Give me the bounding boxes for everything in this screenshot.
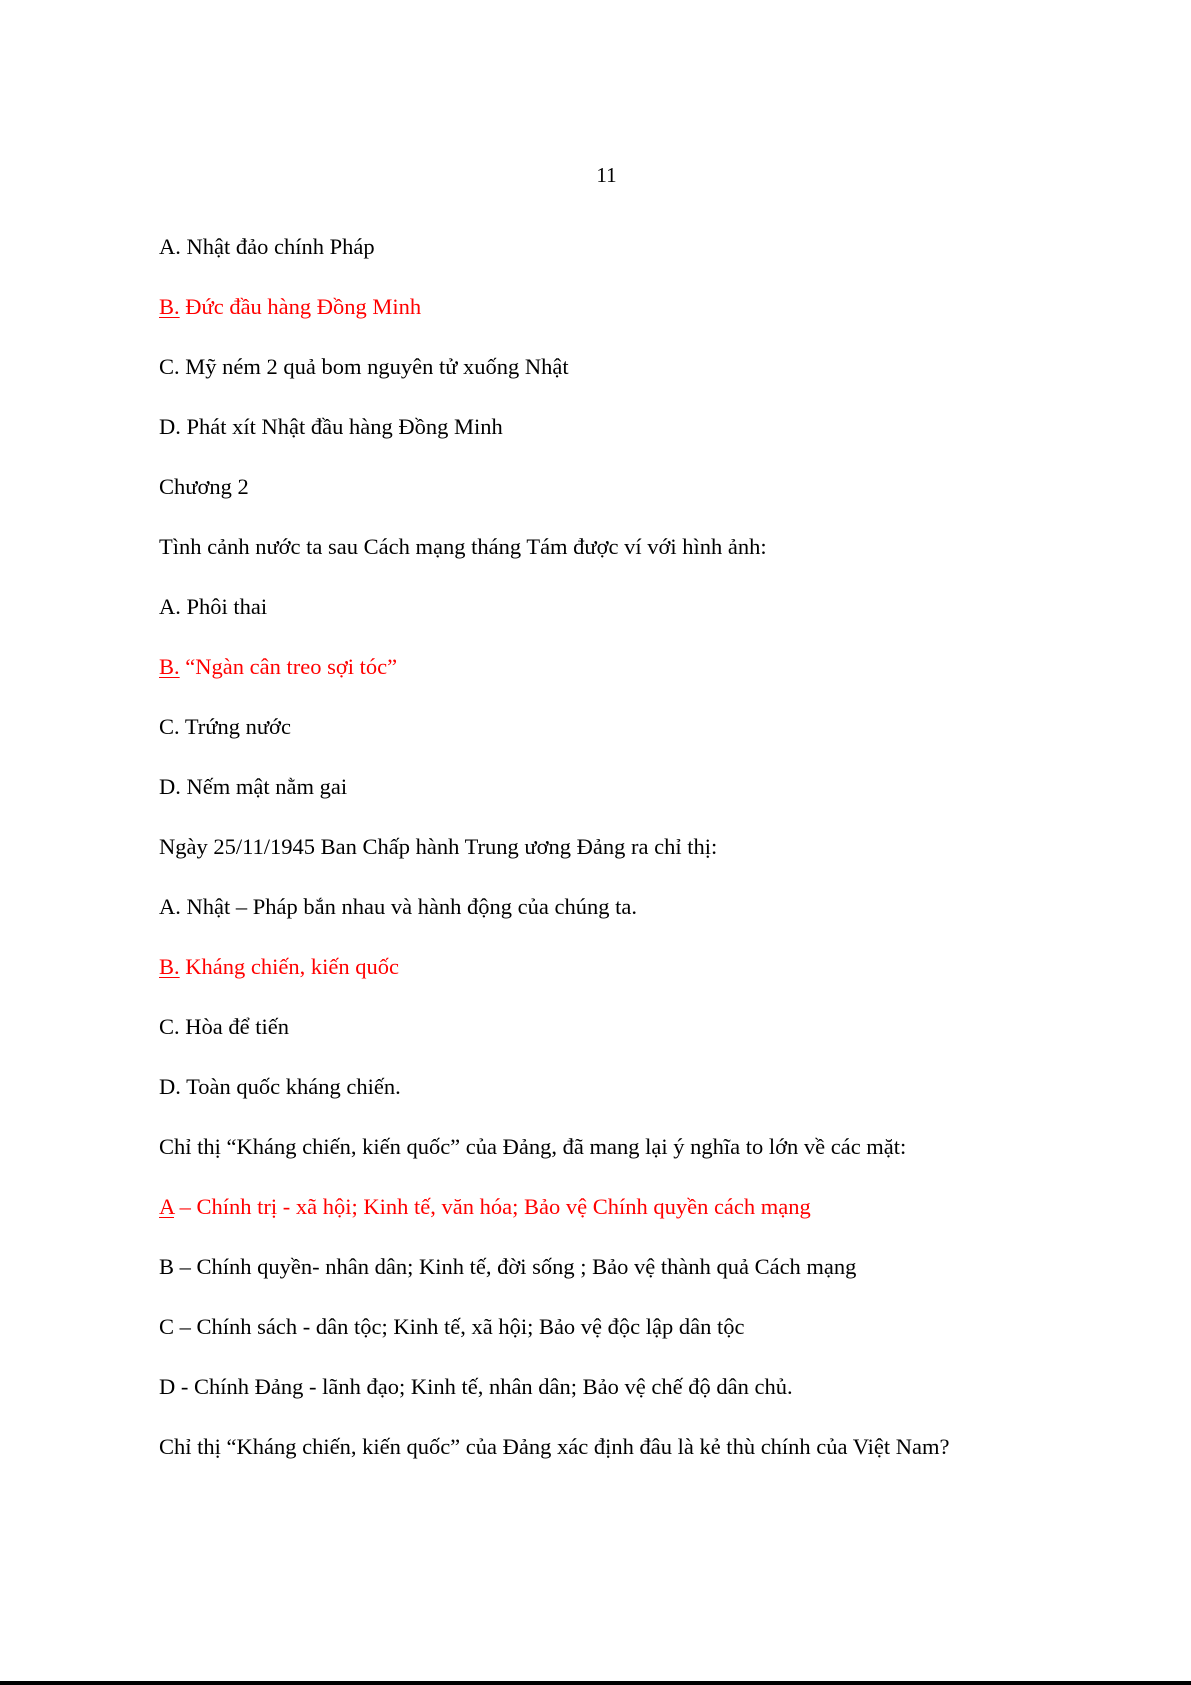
correct-answer-option xyxy=(159,652,1139,682)
correct-answer-option xyxy=(159,952,1139,982)
correct-answer-option xyxy=(159,292,1139,322)
answer-option: A. Nhật – Pháp bắn nhau và hành động của chúng ta. xyxy=(159,894,638,919)
question: Chỉ thị “Kháng chiến, kiến quốc” của Đảng xác định đâu là kẻ thù chính của Việt Nam? xyxy=(159,1434,950,1459)
answer-option: C. Mỹ ném 2 quả bom nguyên tử xuống Nhật xyxy=(159,354,569,379)
correct-answer-letter: B. xyxy=(159,954,180,979)
correct-answer-text: Đức đầu hàng Đồng Minh xyxy=(179,294,422,319)
answer-option: D. Toàn quốc kháng chiến. xyxy=(159,1074,401,1099)
correct-answer-text: “Ngàn cân treo sợi tóc” xyxy=(179,654,398,679)
correct-answer-letter: A xyxy=(159,1194,175,1219)
answer-option: D - Chính Đảng - lãnh đạo; Kinh tế, nhân dân; Bảo vệ chế độ dân chủ. xyxy=(159,1374,793,1399)
correct-answer-letter: B. xyxy=(159,654,180,679)
document-body xyxy=(159,232,1139,1492)
correct-answer-text: – Chính trị - xã hội; Kinh tế, văn hóa; Bảo vệ Chính quyền cách mạng xyxy=(174,1194,811,1219)
answer-option: D. Phát xít Nhật đầu hàng Đồng Minh xyxy=(159,414,503,439)
question: Ngày 25/11/1945 Ban Chấp hành Trung ương Đảng ra chỉ thị: xyxy=(159,834,718,859)
correct-answer-text: Kháng chiến, kiến quốc xyxy=(179,954,399,979)
page-number: 11 xyxy=(596,163,617,187)
answer-option: B – Chính quyền- nhân dân; Kinh tế, đời sống ; Bảo vệ thành quả Cách mạng xyxy=(159,1254,857,1279)
correct-answer-option xyxy=(159,1192,1139,1222)
answer-option: D. Nếm mật nằm gai xyxy=(159,774,348,799)
answer-option: C – Chính sách - dân tộc; Kinh tế, xã hội; Bảo vệ độc lập dân tộc xyxy=(159,1314,745,1339)
question: Chỉ thị “Kháng chiến, kiến quốc” của Đảng, đã mang lại ý nghĩa to lớn về các mặt: xyxy=(159,1134,907,1159)
answer-option: C. Trứng nước xyxy=(159,714,291,739)
correct-answer-letter: B. xyxy=(159,294,180,319)
answer-option: A. Phôi thai xyxy=(159,594,268,619)
chapter-heading: Chương 2 xyxy=(159,474,249,499)
question: Tình cảnh nước ta sau Cách mạng tháng Tám được ví với hình ảnh: xyxy=(159,534,767,559)
bottom-rule xyxy=(0,1681,1191,1685)
answer-option: C. Hòa để tiến xyxy=(159,1014,289,1039)
answer-option: A. Nhật đảo chính Pháp xyxy=(159,234,375,259)
